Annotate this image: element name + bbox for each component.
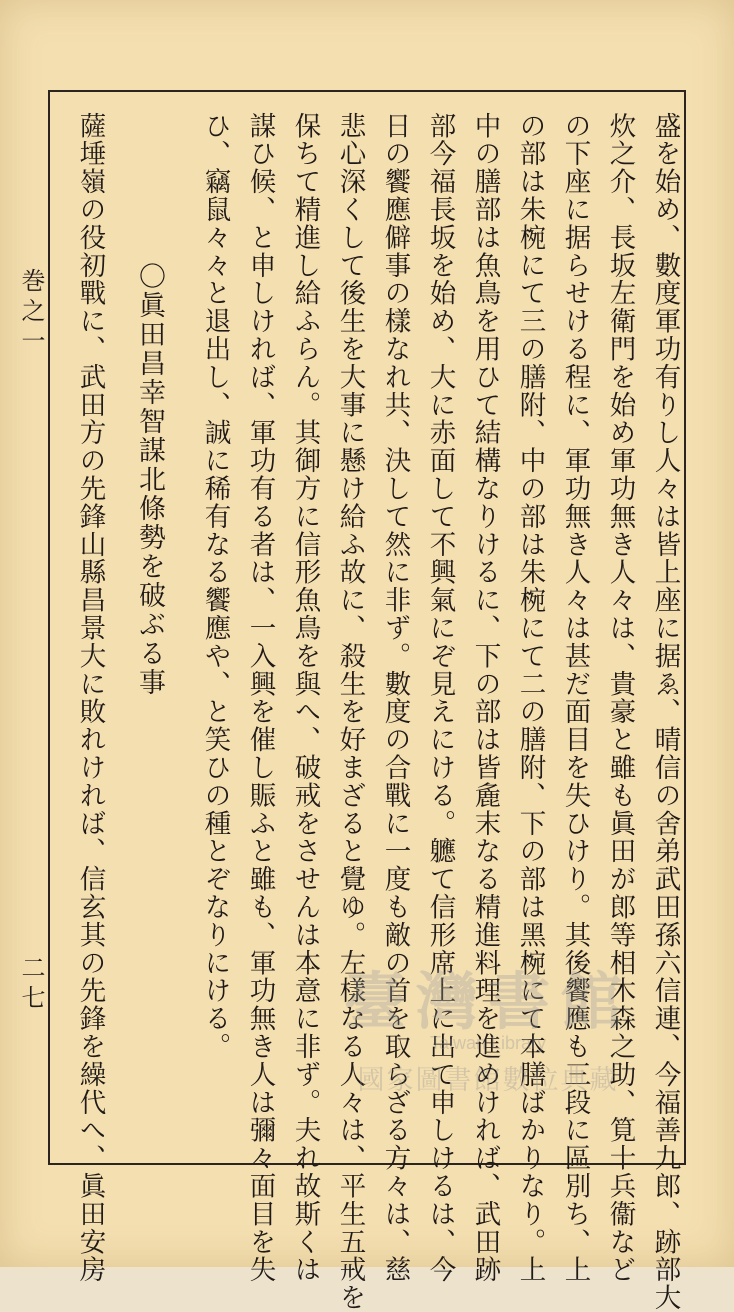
watermark-latin: Taiwan Library (429, 1033, 547, 1053)
text-column-10: 謀ひ候、と申しければ、軍功有る者は、一入興を催し賑ふと雖も、軍功無き人は彌々面目を失 (244, 112, 276, 1284)
page-number: 二七 (17, 955, 45, 1015)
text-column-4: の部は朱椀にて三の膳附、中の部は朱椀にて二の膳附、下の部は黑椀にて本膳ばかりなり。上 (514, 112, 546, 1284)
library-watermark (268, 952, 708, 1132)
section-heading: 〇眞田昌幸智謀北條勢を破ぶる事 (134, 262, 165, 697)
text-column-9: 保ちて精進し給ふらん。其御方に信形魚鳥を與へ、破戒をさせんは本意に非ず。夫れ故斯くは (289, 112, 321, 1284)
text-column-3: の下座に据らせける程に、軍功無き人々は甚だ面目を失ひけり。其後饗應も三段に區別ち、上 (559, 112, 591, 1284)
text-column-11: ひ、竊鼠々々と退出し、誠に稀有なる饗應や、と笑ひの種とぞなりにける。 (199, 112, 231, 1061)
text-column-8: 悲心深くして後生を大事に懸け給ふ故に、殺生を好まざると覺ゆ。左樣なる人々は、平生五戒を (334, 112, 366, 1312)
watermark-line: 國家圖書館數位典藏 (357, 1065, 619, 1096)
text-column-7: 日の饗應僻事の樣なれ共、決して然に非ず。數度の合戰に一度も敵の首を取らざる方々は、慈 (379, 112, 411, 1284)
text-column-12: 薩埵嶺の役初戰に、武田方の先鋒山縣昌景大に敗れければ、信玄其の先鋒を繰代へ、眞田安房 (74, 112, 106, 1284)
watermark-main: 臺灣書館 (343, 965, 632, 1038)
chapter-label: 巻之一 (17, 268, 45, 358)
text-column-2: 炊之介、長坂左衛門を始め軍功無き人々は、貴豪と雖も眞田が郎等相木森之助、筧十兵衞など (604, 112, 636, 1284)
text-column-6: 部今福長坂を始め、大に赤面して不興氣にぞ見えにける。軈て信形席上に出て申しけるは、今 (424, 112, 456, 1284)
text-column-5: 中の膳部は魚鳥を用ひて結構なりけるに、下の部は皆麁末なる精進料理を進めければ、武田跡 (469, 112, 501, 1284)
text-column-1: 盛を始め、數度軍功有りし人々は皆上座に据ゑ、晴信の舍弟武田孫六信連、今福善九郎、跡部大 (649, 112, 681, 1312)
